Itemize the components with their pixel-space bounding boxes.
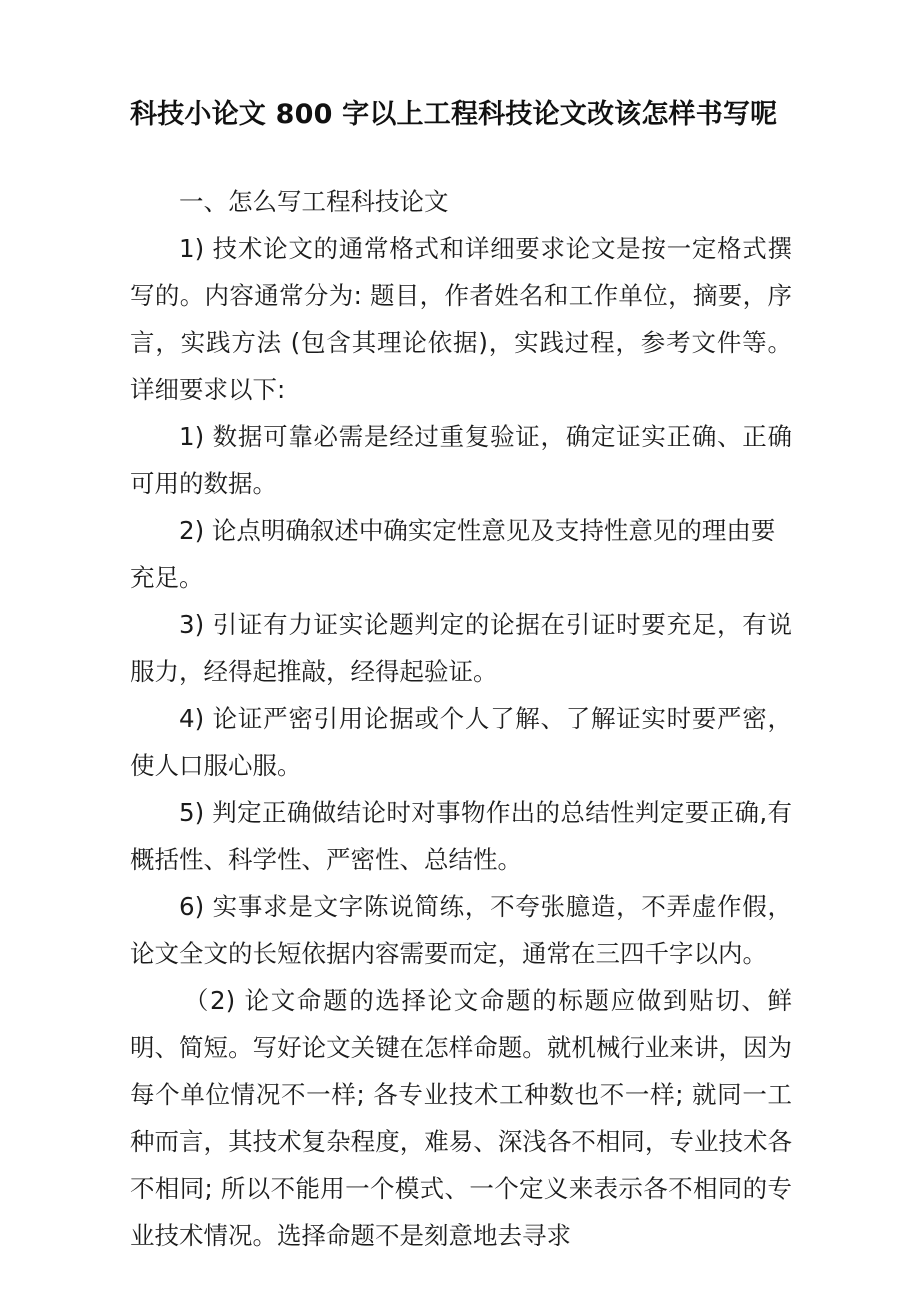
paragraph-item-6: 6) 实事求是文字陈说简练，不夸张臆造，不弄虚作假，论文全文的长短依据内容需要而定，通常在三四千字以内。 xyxy=(130,892,792,968)
paragraph-item-1: 1) 数据可靠必需是经过重复验证，确定证实正确、正确可用的数据。 xyxy=(130,422,792,498)
paragraph-list xyxy=(130,178,792,1259)
paragraph-item-5: 5) 判定正确做结论时对事物作出的总结性判定要正确,有概括性、科学性、严密性、总结性。 xyxy=(130,798,792,874)
paragraph-item-4: 4) 论证严密引用论据或个人了解、了解证实时要严密，使人口服心服。 xyxy=(130,704,792,780)
paragraph-item-2: 2) 论点明确叙述中确实定性意见及支持性意见的理由要充足。 xyxy=(130,516,776,592)
paragraph-format: 1) 技术论文的通常格式和详细要求论文是按一定格式撰写的。内容通常分为: 题目，作者姓名和工作单位，摘要，序言，实践方法 (包含其理论依据)，实践过程，参考文件等。详细要求以下: xyxy=(130,234,792,404)
paragraph-topic-selection: （2) 论文命题的选择论文命题的标题应做到贴切、鲜明、简短。写好论文关键在怎样命题。就机械行业来讲，因为每个单位情况不一样; 各专业技术工种数也不一样; 就同一工种而言，其技术复杂程度，难易、深浅各不相同，专业技术各不相同; 所以不能用一个模式、一个定义来表示各不相同的专业技术情况。选择命题不是刻意地去寻求 xyxy=(130,986,792,1250)
document-body xyxy=(130,96,792,1259)
paragraph-item-3: 3) 引证有力证实论题判定的论据在引证时要充足，有说服力，经得起推敲，经得起验证。 xyxy=(130,610,792,686)
section-heading: 一、怎么写工程科技论文 xyxy=(179,187,449,216)
page-title: 科技小论文 800 字以上工程科技论文改该怎样书写呢 xyxy=(130,99,778,130)
